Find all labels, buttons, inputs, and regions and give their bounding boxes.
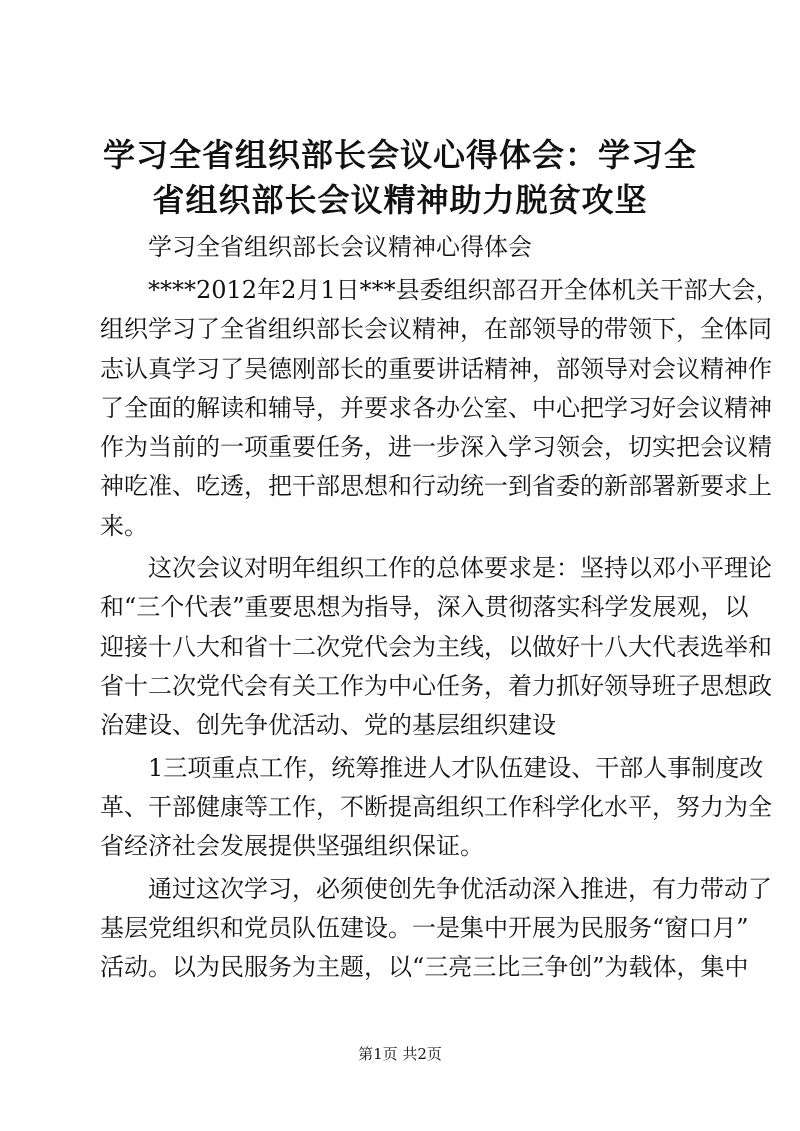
page-number-footer: 第1页 共2页	[358, 1045, 442, 1063]
paragraph-line: 组织学习了全省组织部长会议精神，在部领导的带领下，全体同	[100, 315, 772, 343]
paragraph-line: 通过这次学习，必须使创先争优活动深入推进，有力带动了	[148, 875, 772, 903]
paragraph-line: 治建设、创先争优活动、党的基层组织建设	[100, 711, 556, 739]
document-subtitle: 学习全省组织部长会议精神心得体会	[148, 233, 532, 261]
paragraph-line: 省十二次党代会有关工作为中心任务，着力抓好领导班子思想政	[100, 672, 772, 700]
paragraph-line: 活动。以为民服务为主题，以“三亮三比三争创”为载体，集中	[100, 953, 749, 981]
paragraph-line: 基层党组织和党员队伍建设。一是集中开展为民服务“窗口月”	[100, 914, 749, 942]
paragraph-line: 来。	[100, 512, 148, 540]
paragraph-line: 神吃准、吃透，把干部思想和行动统一到省委的新部署新要求上	[100, 472, 772, 500]
document-title: 学习全省组织部长会议心得体会：学习全省组织部长会议精神助力脱贫攻坚	[102, 136, 697, 219]
paragraph-line: ****2012年2月1日***县委组织部召开全体机关干部大会，	[148, 276, 780, 304]
paragraph-line: 和“三个代表”重要思想为指导，深入贯彻落实科学发展观，以	[100, 593, 749, 621]
paragraph-line: 迎接十八大和省十二次党代会为主线，以做好十八大代表选举和	[100, 633, 772, 661]
paragraph-line: 省经济社会发展提供坚强组织保证。	[100, 832, 484, 860]
paragraph-line: 革、干部健康等工作，不断提高组织工作科学化水平，努力为全	[100, 793, 772, 821]
paragraph-line: 这次会议对明年组织工作的总体要求是：坚持以邓小平理论	[148, 554, 772, 582]
paragraph-line: 了全面的解读和辅导，并要求各办公室、中心把学习好会议精神	[100, 394, 772, 422]
paragraph-line: 作为当前的一项重要任务，进一步深入学习领会，切实把会议精	[100, 433, 772, 461]
paragraph-line: 1三项重点工作，统筹推进人才队伍建设、干部人事制度改	[148, 754, 764, 782]
paragraph-line: 志认真学习了吴德刚部长的重要讲话精神，部领导对会议精神作	[100, 355, 772, 383]
